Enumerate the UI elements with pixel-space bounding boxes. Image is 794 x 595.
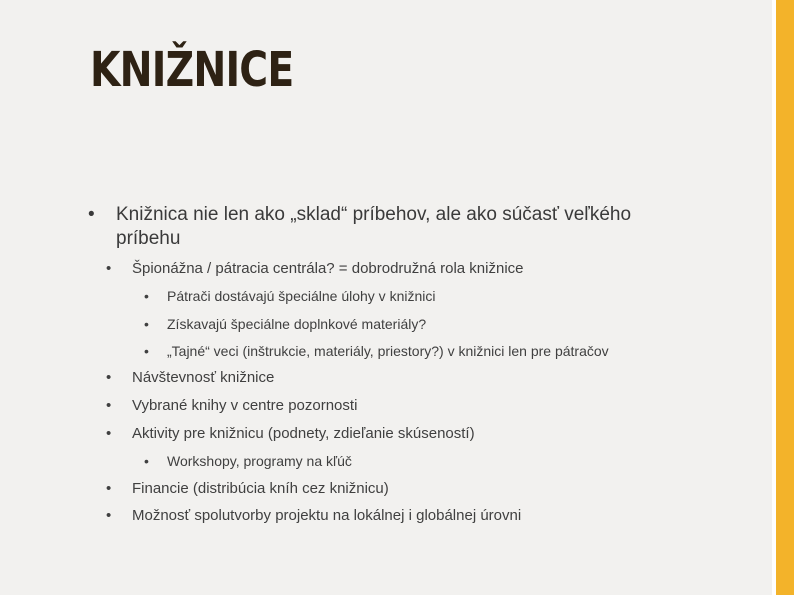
- accent-bar: [776, 0, 794, 595]
- main-point-line-2: príbehu: [116, 228, 181, 249]
- list-item: Návštevnosť knižnice: [132, 369, 275, 386]
- bullet-marker: •: [106, 425, 112, 442]
- bullet-marker: •: [106, 369, 112, 386]
- bullet-marker: •: [144, 453, 149, 469]
- bullet-marker: •: [106, 507, 112, 524]
- bullet-marker: •: [144, 316, 149, 332]
- slide-title: KNIŽNICE: [90, 42, 294, 98]
- list-item: Špionážna / pátracia centrála? = dobrodružná rola knižnice: [132, 260, 524, 277]
- list-item: Vybrané knihy v centre pozornosti: [132, 397, 358, 414]
- bullet-marker: •: [106, 480, 112, 497]
- list-item: Pátrači dostávajú špeciálne úlohy v knižnici: [167, 288, 436, 304]
- list-item: Možnosť spolutvorby projektu na lokálnej i globálnej úrovni: [132, 507, 522, 524]
- list-item: Workshopy, programy na kľúč: [167, 453, 352, 469]
- main-point-line-1: Knižnica nie len ako „sklad“ príbehov, ale ako súčasť veľkého: [116, 204, 632, 225]
- list-item: Financie (distribúcia kníh cez knižnicu): [132, 480, 389, 497]
- bullet-marker: •: [88, 204, 95, 225]
- bullet-marker: •: [144, 288, 149, 304]
- list-item: Aktivity pre knižnicu (podnety, zdieľanie skúseností): [132, 425, 475, 442]
- bullet-marker: •: [144, 343, 149, 359]
- list-item: Získavajú špeciálne doplnkové materiály?: [167, 316, 427, 332]
- bullet-marker: •: [106, 397, 112, 414]
- list-item: „Tajné“ veci (inštrukcie, materiály, priestory?) v knižnici len pre pátračov: [167, 343, 609, 359]
- bullet-marker: •: [106, 260, 112, 277]
